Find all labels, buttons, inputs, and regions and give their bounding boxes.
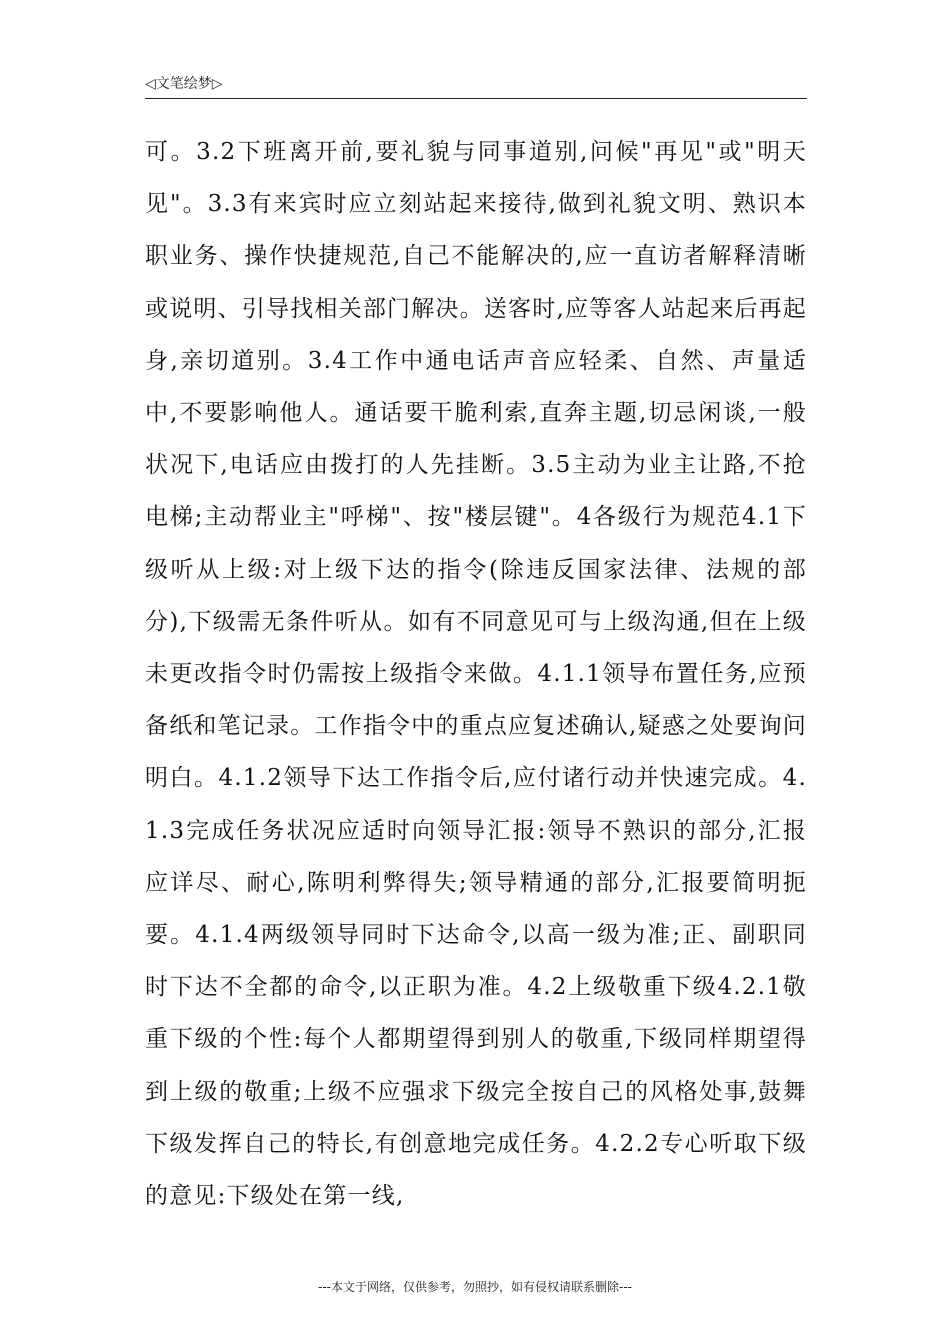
page-footer-disclaimer: ---本文于网络，仅供参考，勿照抄，如有侵权请联系删除--- (318, 1280, 632, 1294)
header-title: ◁文笔绘梦▷ (145, 76, 223, 92)
page-header (145, 76, 807, 99)
document-body-text: 可。3.2下班离开前,要礼貌与同事道别,问候"再见"或"明天见"。3.3有来宾时应立刻站起来接待,做到礼貌文明、熟识本职业务、操作快捷规范,自己不能解决的,应一直访者解释清晰或说明、引导找相关部门解决。送客时,应等客人站起来后再起身,亲切道别。3.4工作中通电话声音应轻柔、自然、声量适中,不要影响他人。通话要干脆利索,直奔主题,切忌闲谈,一般状况下,电话应由拨打的人先挂断。3.5主动为业主让路,不抢电梯;主动帮业主"呼梯"、按"楼层键"。4各级行为规范4.1下级听从上级:对上级下达的指令(除违反国家法律、法规的部分),下级需无条件听从。如有不同意见可与上级沟通,但在上级未更改指令时仍需按上级指令来做。4.1.1领导布置任务,应预备纸和笔记录。工作指令中的重点应复述确认,疑惑之处要询问明白。4.1.2领导下达工作指令后,应付诸行动并快速完成。4.1.3完成任务状况应适时向领导汇报:领导不熟识的部分,汇报应详尽、耐心,陈明利弊得失;领导精通的部分,汇报要简明扼要。4.1.4两级领导同时下达命令,以高一级为准;正、副职同时下达不全都的命令,以正职为准。4.2上级敬重下级4.2.1敬重下级的个性:每个人都期望得到别人的敬重,下级同样期望得到上级的敬重;上级不应强求下级完全按自己的风格处事,鼓舞下级发挥自己的特长,有创意地完成任务。4.2.2专心听取下级的意见:下级处在第一线, (145, 139, 807, 1210)
